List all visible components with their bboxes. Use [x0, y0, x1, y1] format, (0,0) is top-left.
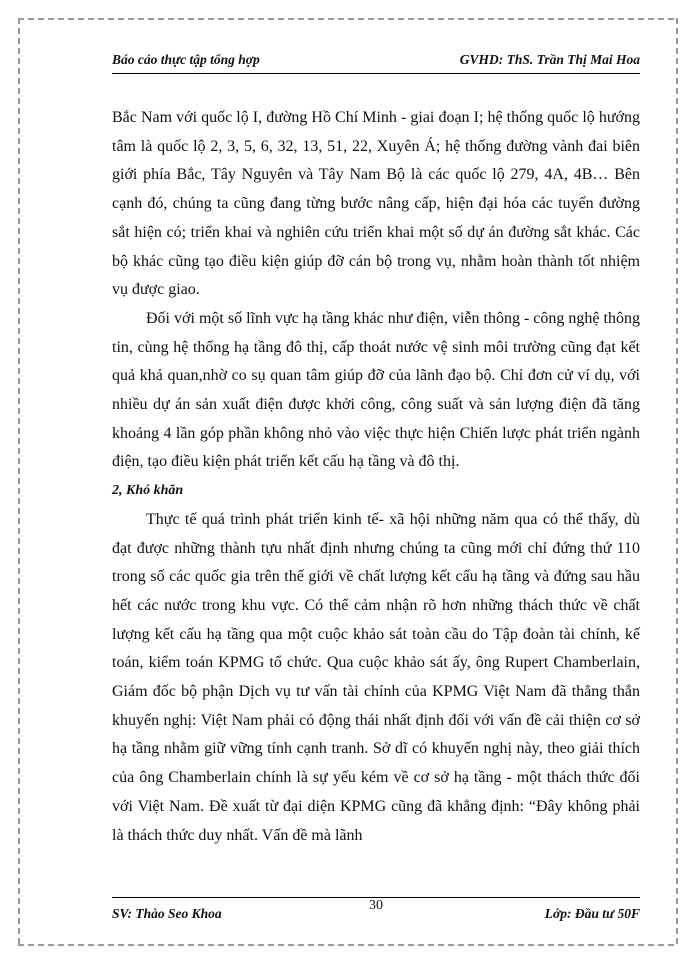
paragraph-3: Thực tế quá trình phát triển kinh tế- xã hội những năm qua có thể thấy, dù đạt được những thành tựu nhất định nhưng chúng ta cũng mới chỉ đứng thứ 110 trong số các quốc gia trên thế giới về chất lượng kết cấu hạ tầng và đứng sau hầu hết các nước trong khu vực. Có thể cảm nhận rõ hơn những thách thức về chất lượng kết cấu hạ tầng qua một cuộc khảo sát toàn cầu do Tập đoàn tài chính, kế toán, kiểm toán KPMG tổ chức. Qua cuộc khảo sát ấy, ông Rupert Chamberlain, Giám đốc bộ phận Dịch vụ tư vấn tài chính của KPMG Việt Nam đã thẳng thắn khuyến nghị: Việt Nam phải có động thái nhất định đối với vấn đề cải thiện cơ sở hạ tầng nhằm giữ vững tính cạnh tranh. Sở dĩ có khuyến nghị này, theo giải thích của ông Chamberlain chính là sự yếu kém về cơ sở hạ tầng - một thách thức đối với Việt Nam. Đề xuất từ đại diện KPMG cũng đã khẳng định: “Đây không phải là thách thức duy nhất. Vấn đề mà lãnh — [112, 510, 640, 844]
paragraph-2: Đối với một số lĩnh vực hạ tầng khác như điện, viễn thông - công nghệ thông tin, cùng hệ thống hạ tầng đô thị, cấp thoát nước vệ sinh môi trường cũng đạt kết quả khả quan,nhờ co sụ quan tâm giúp đỡ của lãnh đạo bộ. Chỉ đơn cử ví dụ, với nhiều dự án sản xuất điện được khởi công, công suất và sản lượng điện đã tăng khoảng 4 lần góp phần không nhỏ vào việc thực hiện Chiến lược phát triển ngành điện, tạo điều kiện phát triển kết cấu hạ tầng và đô thị. — [112, 309, 640, 471]
header-supervisor: GVHD: ThS. Trần Thị Mai Hoa — [459, 52, 640, 67]
page-number: 30 — [369, 898, 383, 913]
header-report-title: Báo cáo thực tập tổng hợp — [112, 52, 260, 67]
header-divider — [112, 73, 640, 74]
page-border-right — [676, 18, 678, 946]
page-header — [112, 52, 640, 72]
page-border-top — [18, 18, 678, 20]
page-footer — [112, 900, 640, 922]
section-heading: 2, Khó khăn — [112, 483, 184, 499]
footer-class: Lớp: Đầu tư 50F — [544, 906, 640, 921]
page-body — [112, 104, 640, 850]
page-border-bottom — [18, 944, 678, 946]
paragraph-1: Bắc Nam với quốc lộ I, đường Hồ Chí Minh - giai đoạn I; hệ thống quốc lộ hướng tâm là quốc lộ 2, 3, 5, 6, 32, 13, 51, 22, Xuyên Á; hệ thống đường vành đai biên giới phía Bắc, Tây Nguyên và Tây Nam Bộ là các quốc lộ 279, 4A, 4B… Bên cạnh đó, chúng ta cũng đang từng bước nâng cấp, hiện đại hóa các tuyến đường sắt hiện có; triển khai và nghiên cứu triển khai một số dự án đường sắt khác. Các bộ khác cũng tạo điều kiện giúp đỡ cán bộ trong vụ, nhằm hoàn thành tốt nhiệm vụ được giao. — [112, 109, 640, 299]
page-border-left — [18, 18, 20, 946]
footer-student: SV: Thào Seo Khoa — [112, 906, 222, 921]
